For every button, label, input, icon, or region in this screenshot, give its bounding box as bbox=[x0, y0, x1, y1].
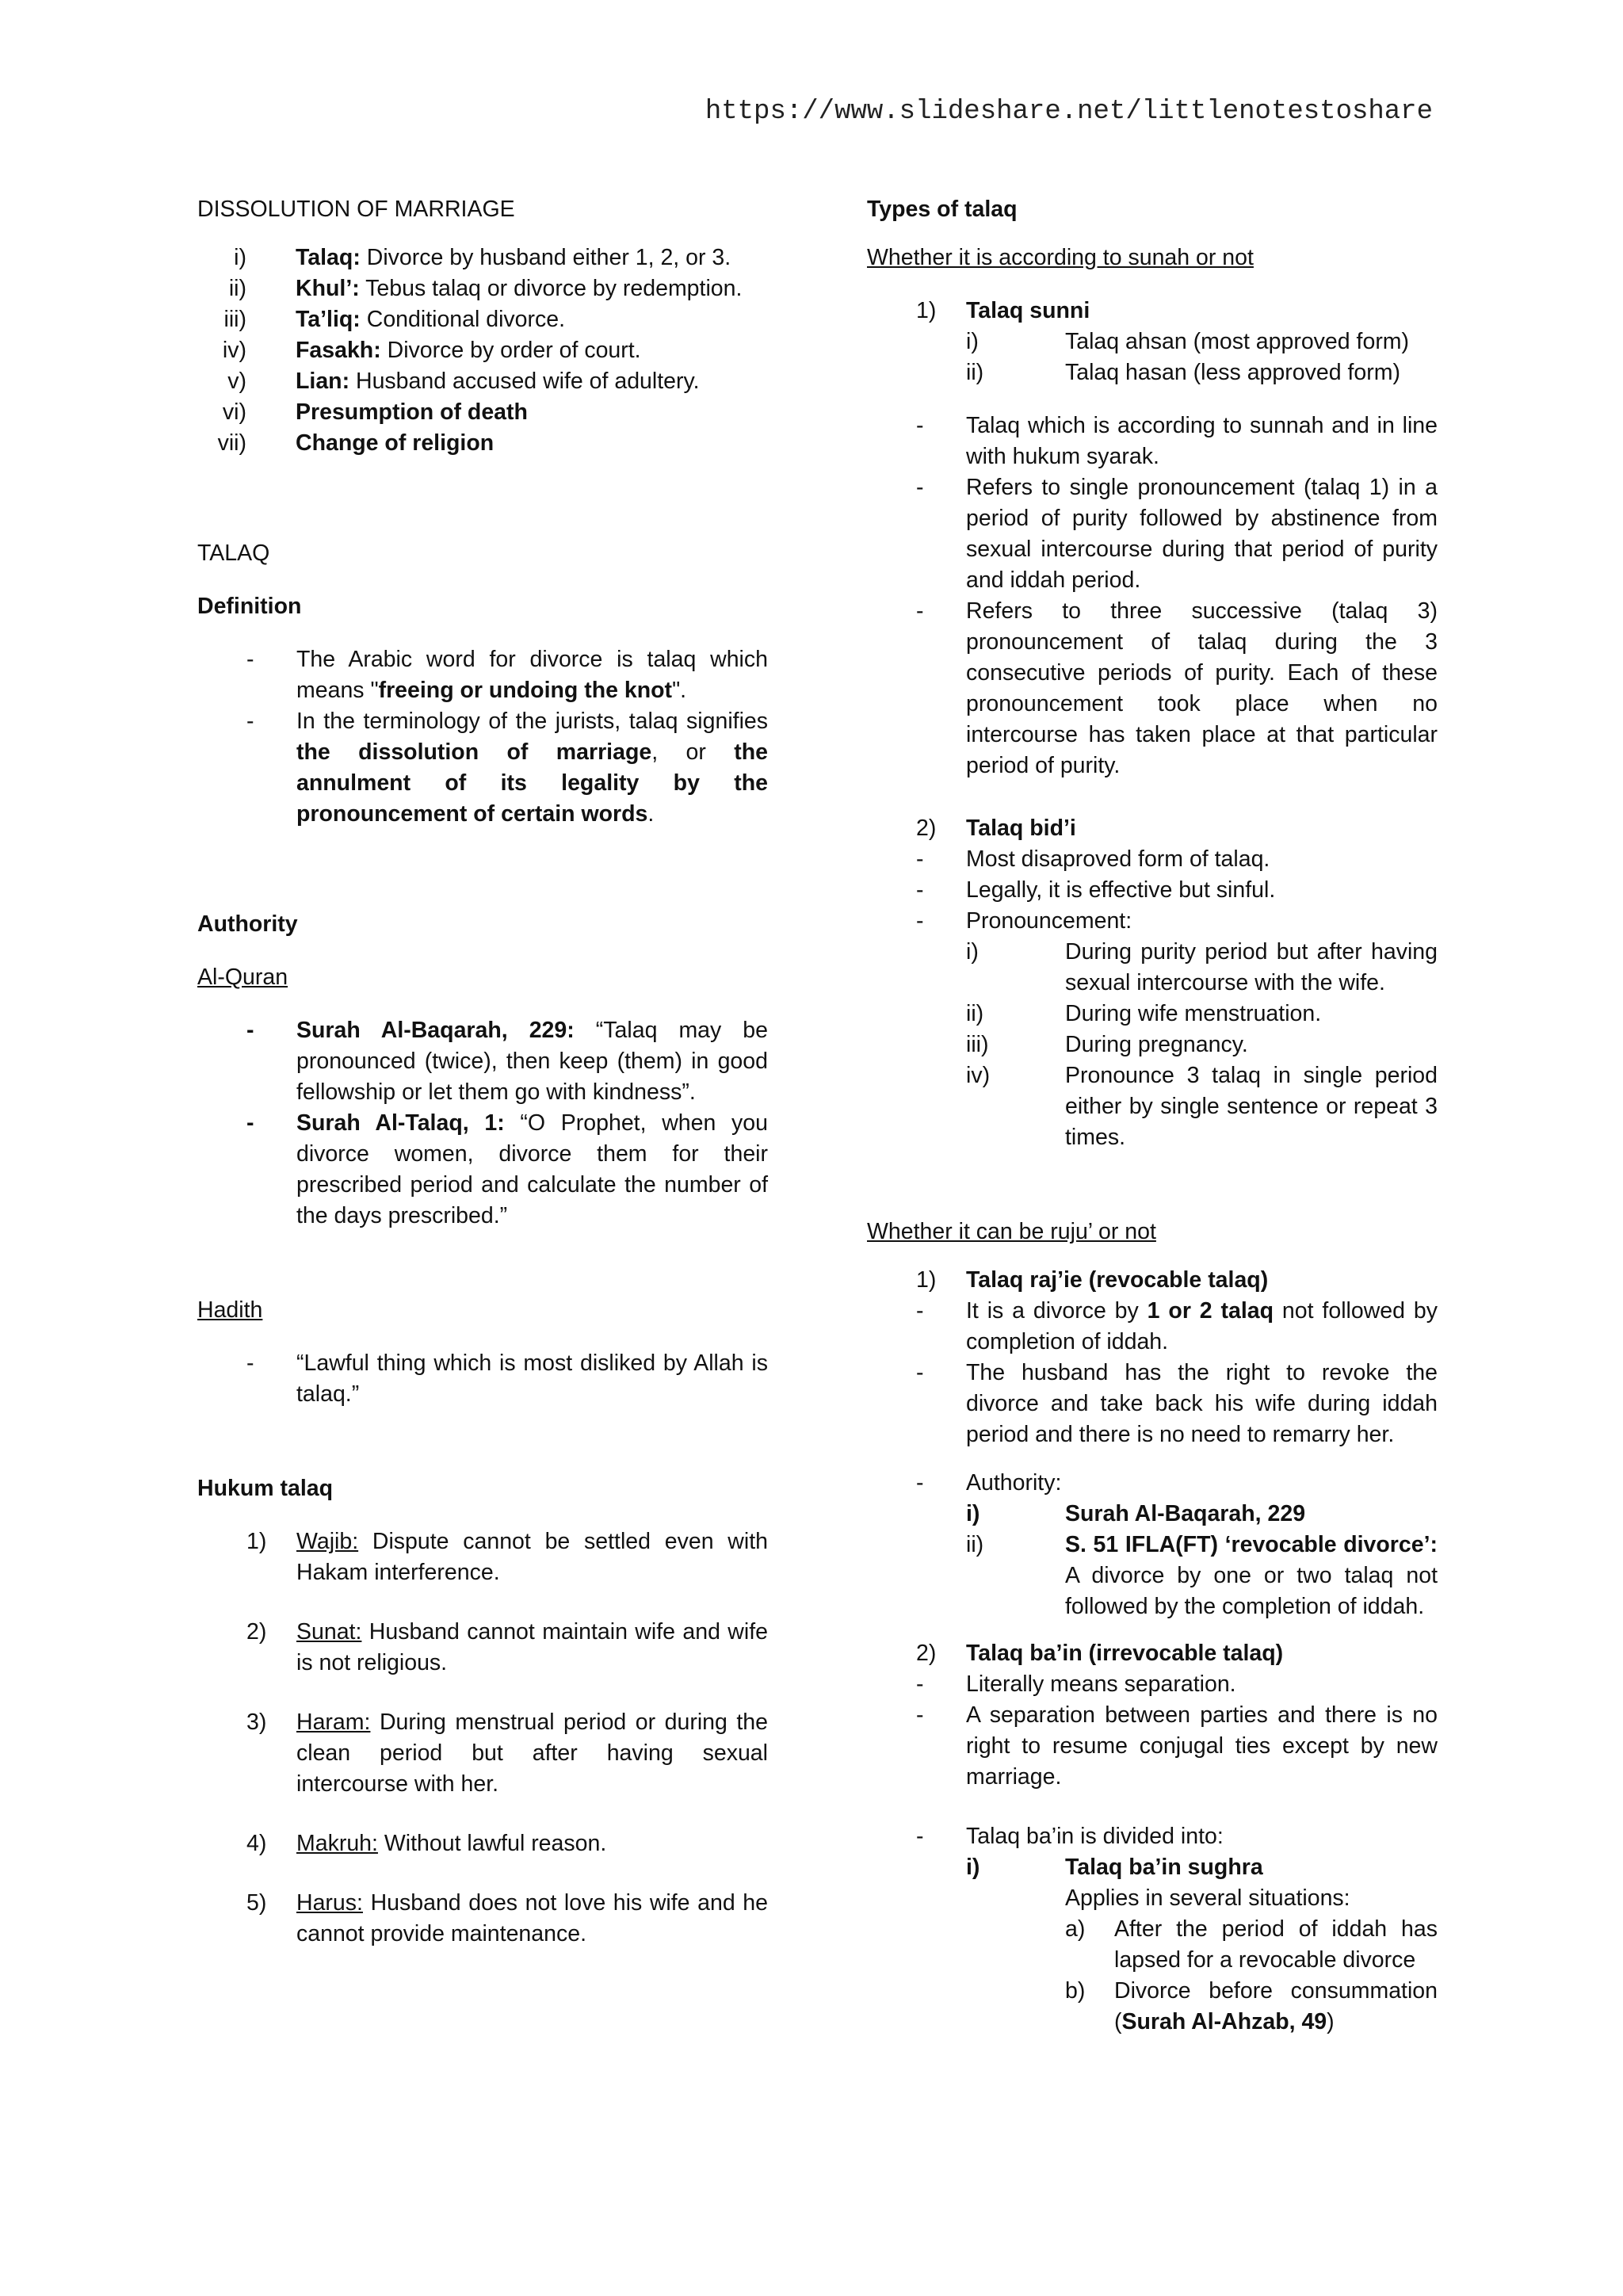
list-item: iv) Pronounce 3 talaq in single period either by single sentence or repeat 3 times. bbox=[966, 1063, 1438, 1150]
list-item: a) After the period of iddah has lapsed for a revocable divorce bbox=[1065, 1916, 1438, 1973]
list-item: - Authority: bbox=[916, 1470, 1062, 1496]
list-item: vii) Change of religion bbox=[217, 430, 495, 456]
quran-list bbox=[197, 1015, 768, 1232]
hadith-heading: Hadith bbox=[197, 1297, 263, 1323]
list-item: ii) During wife menstruation. bbox=[966, 1001, 1322, 1026]
list-item: - In the terminology of the jurists, talaq signifies the dissolution of marriage, or the annulment of its legality by the pronouncement of certain words. bbox=[246, 709, 768, 827]
types-heading: Types of talaq bbox=[867, 197, 1018, 222]
list-item: - The husband has the right to revoke the divorce and take back his wife during iddah period and there is no need to remarry her. bbox=[916, 1360, 1438, 1447]
list-item: - Refers to single pronouncement (talaq 1) in a period of purity followed by abstinence from sexual intercourse during that period of purity and iddah period. bbox=[916, 475, 1438, 593]
ruju-heading: Whether it can be ruju’ or not bbox=[867, 1219, 1156, 1244]
list-item: - Surah Al-Baqarah, 229: “Talaq may be pronounced (twice), then keep (them) in good fellowship or let them go with kindness”. bbox=[246, 1018, 769, 1105]
sunah-heading: Whether it is according to sunah or not bbox=[867, 245, 1254, 270]
list-item: - It is a divorce by 1 or 2 talaq not followed by completion of iddah. bbox=[916, 1298, 1438, 1354]
authority-heading: Authority bbox=[197, 911, 298, 937]
list-item: 2) Sunat: Husband cannot maintain wife and wife is not religious. bbox=[246, 1619, 768, 1675]
list-item: b) Divorce before consummation (Surah Al-Ahzab, 49) bbox=[1065, 1978, 1438, 2034]
left-column bbox=[197, 194, 768, 1950]
list-item: iii) Ta’liq: Conditional divorce. bbox=[223, 307, 566, 332]
bidi-title-row: 2) Talaq bid’i bbox=[916, 816, 1076, 841]
list-item: - The Arabic word for divorce is talaq which means "freeing or undoing the knot". bbox=[246, 647, 768, 703]
sughra-intro: Applies in several situations: bbox=[1065, 1885, 1350, 1911]
list-item: v) Lian: Husband accused wife of adultery. bbox=[227, 369, 700, 394]
list-item: - Literally means separation. bbox=[916, 1671, 1236, 1697]
bain-title-row: 2) Talaq ba’in (irrevocable talaq) bbox=[916, 1641, 1284, 1666]
list-item: ii) Khul’: Tebus talaq or divorce by redemption. bbox=[228, 276, 743, 301]
definition-heading: Definition bbox=[197, 594, 302, 619]
list-item: i) Surah Al-Baqarah, 229 bbox=[966, 1501, 1306, 1526]
list-item: 3) Haram: During menstrual period or during the clean period but after having sexual intercourse with her. bbox=[246, 1710, 768, 1797]
sunni-points bbox=[867, 411, 1438, 781]
list-item: i) During purity period but after having sexual intercourse with the wife. bbox=[966, 939, 1438, 995]
list-item: i) Talaq: Divorce by husband either 1, 2, or 3. bbox=[234, 245, 731, 270]
hadith-item: - “Lawful thing which is most disliked by Allah is talaq.” bbox=[246, 1350, 768, 1407]
rajie-title-row: 1) Talaq raj’ie (revocable talaq) bbox=[916, 1267, 1269, 1293]
page-title: DISSOLUTION OF MARRIAGE bbox=[197, 197, 515, 222]
list-item: vi) Presumption of death bbox=[222, 399, 528, 425]
list-item: iv) Fasakh: Divorce by order of court. bbox=[222, 338, 641, 363]
list-item: - Refers to three successive (talaq 3) pronouncement of talaq during the 3 consecutive periods of purity. Each of these pronouncement took place when no intercourse has taken place at that particular period of purity. bbox=[916, 598, 1438, 778]
list-item: - Talaq ba’in is divided into: bbox=[916, 1824, 1224, 1849]
source-url: https://www.slideshare.net/littlenotestoshare bbox=[705, 97, 1433, 127]
sughra-title-row: i) Talaq ba’in sughra bbox=[966, 1855, 1263, 1880]
dissolution-types-list bbox=[197, 243, 768, 459]
list-item: - Talaq which is according to sunnah and in line with hukum syarak. bbox=[916, 413, 1438, 469]
section-heading-talaq: TALAQ bbox=[197, 541, 270, 566]
quran-heading: Al-Quran bbox=[197, 965, 288, 990]
list-item: 5) Harus: Husband does not love his wife and he cannot provide maintenance. bbox=[246, 1890, 768, 1946]
list-item: - A separation between parties and there is no right to resume conjugal ties except by new marriage. bbox=[916, 1702, 1438, 1790]
list-item: ii) S. 51 IFLA(FT) ‘revocable divorce’: A divorce by one or two talaq not followed by the completion of iddah. bbox=[966, 1532, 1438, 1619]
list-item: 4) Makruh: Without lawful reason. bbox=[246, 1831, 607, 1856]
list-item: - Legally, it is effective but sinful. bbox=[916, 877, 1276, 903]
hukum-heading: Hukum talaq bbox=[197, 1476, 334, 1501]
right-column bbox=[867, 194, 1438, 2038]
list-item: i) Talaq ahsan (most approved form) bbox=[966, 329, 1410, 354]
list-item: - Surah Al-Talaq, 1: “O Prophet, when you divorce women, divorce them for their prescribed period and calculate the number of the days prescribed.” bbox=[246, 1110, 769, 1228]
list-item: ii) Talaq hasan (less approved form) bbox=[966, 360, 1400, 385]
sunni-title-row: 1) Talaq sunni bbox=[916, 298, 1090, 323]
hukum-list bbox=[197, 1526, 768, 1950]
list-item: - Most disaproved form of talaq. bbox=[916, 846, 1270, 872]
list-item: - Pronouncement: bbox=[916, 908, 1132, 934]
list-item: 1) Wajib: Dispute cannot be settled even with Hakam interference. bbox=[246, 1529, 768, 1585]
definition-list bbox=[197, 644, 768, 830]
list-item: iii) During pregnancy. bbox=[966, 1032, 1248, 1057]
